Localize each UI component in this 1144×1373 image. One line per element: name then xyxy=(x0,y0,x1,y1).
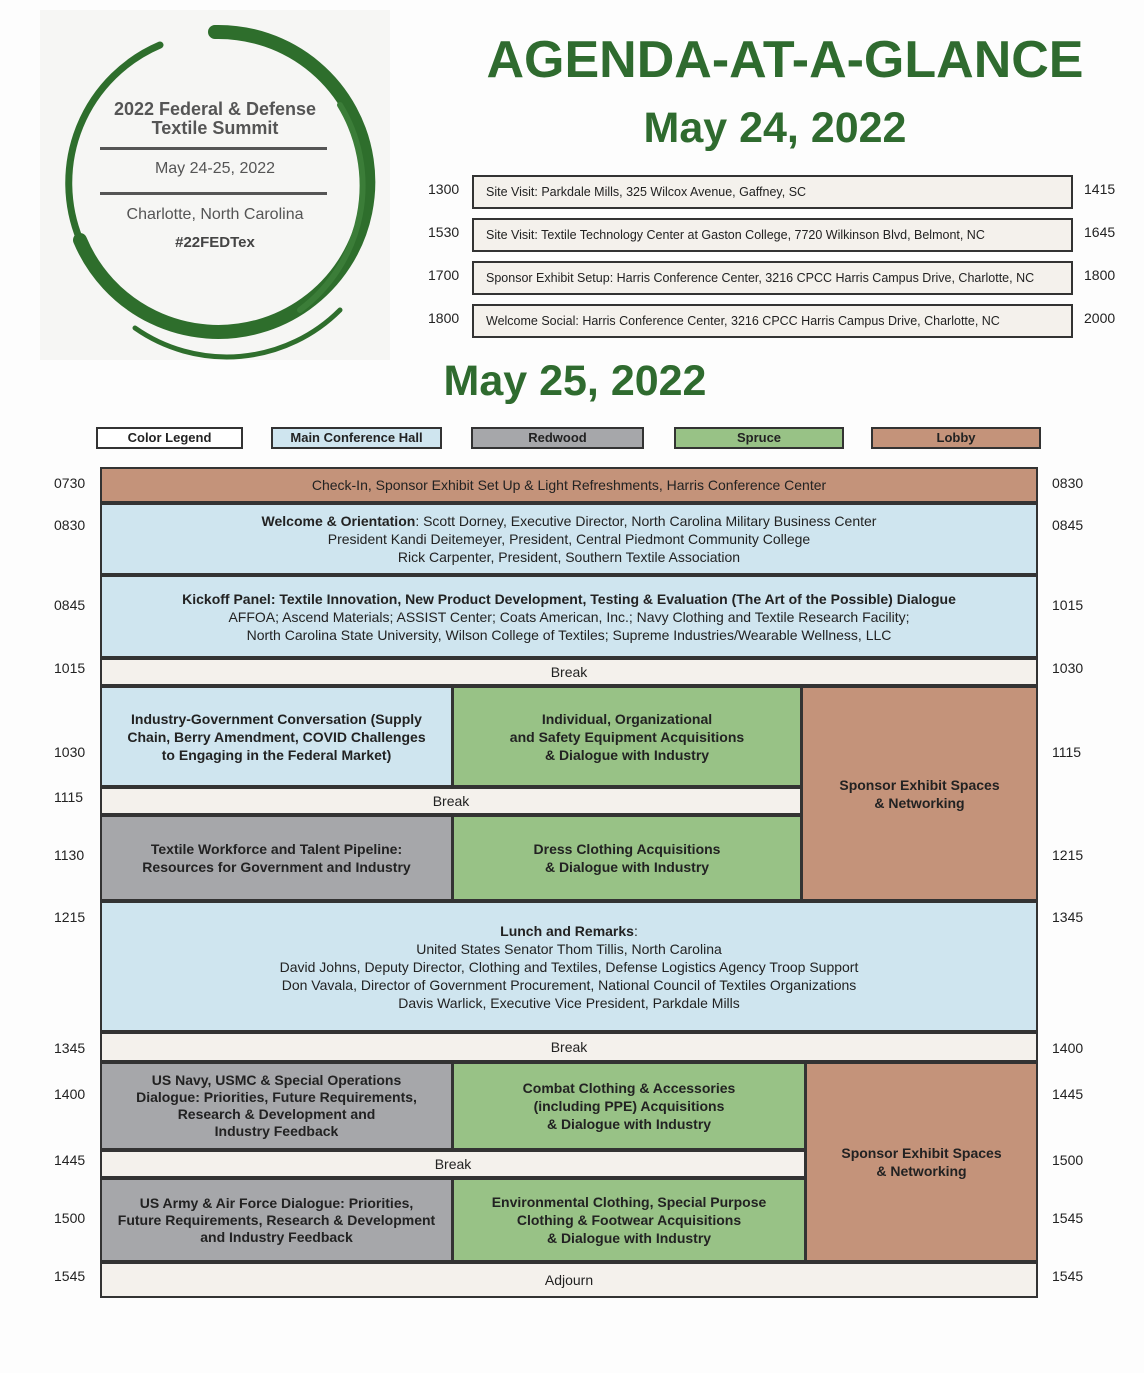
logo-hashtag: #22FEDTex xyxy=(175,234,255,251)
session-line: Dress Clothing Acquisitions xyxy=(533,841,721,857)
break-block xyxy=(100,658,1038,686)
logo-divider xyxy=(100,147,327,150)
kickoff-line3: North Carolina State University, Wilson College of Textiles; Supreme Industries/Wearable Wellness, LLC xyxy=(246,626,892,643)
session-line: and Safety Equipment Acquisitions xyxy=(509,728,745,745)
combat-clothing-block xyxy=(452,1062,806,1150)
day1-event: Site Visit: Textile Technology Center at Gaston College, 7720 Wilkinson Blvd, Belmont, NC xyxy=(472,218,1073,252)
session-line: Sponsor Exhibit Spaces xyxy=(839,776,1000,793)
navy-usmc-block xyxy=(100,1062,453,1150)
session-line: US Navy, USMC & Special Operations xyxy=(151,1072,402,1088)
time-right: 1215 xyxy=(1052,847,1084,863)
army-airforce-block xyxy=(100,1178,453,1262)
time-right: 1345 xyxy=(1052,909,1084,925)
checkin-block xyxy=(100,467,1038,503)
time-left: 1545 xyxy=(54,1268,86,1284)
environmental-clothing-block xyxy=(452,1178,806,1262)
break-label: Break xyxy=(432,793,470,809)
workforce-block xyxy=(100,815,453,901)
session-line: Resources for Government and Industry xyxy=(142,859,411,875)
day1-end-time: 1415 xyxy=(1084,181,1116,197)
time-right: 1015 xyxy=(1052,597,1084,613)
day1-event: Welcome Social: Harris Conference Center, 3216 CPCC Harris Campus Drive, Charlotte, NC xyxy=(472,304,1073,338)
time-right: 1545 xyxy=(1052,1210,1084,1226)
time-left: 1500 xyxy=(54,1210,86,1226)
day1-start-time: 1300 xyxy=(428,181,460,197)
session-line: & Dialogue with Industry xyxy=(544,859,710,875)
break-block xyxy=(100,787,802,815)
lunch-block xyxy=(100,901,1038,1032)
sponsor-exhibit-block-pm xyxy=(805,1062,1038,1262)
session-line: US Army & Air Force Dialogue: Priorities, xyxy=(139,1194,414,1211)
kickoff-title: Kickoff Panel: Textile Innovation, New Product Development, Testing & Evaluation (The Art of the Possible) Dialogue xyxy=(182,590,956,607)
session-line: Sponsor Exhibit Spaces xyxy=(841,1145,1002,1161)
session-line: Environmental Clothing, Special Purpose xyxy=(491,1194,767,1210)
time-right: 1400 xyxy=(1052,1040,1084,1056)
session-line: Individual, Organizational xyxy=(541,710,713,727)
time-left: 1030 xyxy=(54,744,86,760)
session-line: Textile Workforce and Talent Pipeline: xyxy=(150,841,403,857)
swirl-ring-icon xyxy=(40,10,390,360)
checkin-text: Check-In, Sponsor Exhibit Set Up & Light Refreshments, Harris Conference Center xyxy=(311,477,827,493)
logo-location: Charlotte, North Carolina xyxy=(126,206,304,223)
time-left: 1215 xyxy=(54,909,86,925)
welcome-line3: Rick Carpenter, President, Southern Textile Association xyxy=(397,549,741,565)
time-right: 0830 xyxy=(1052,475,1084,491)
summit-logo xyxy=(40,10,390,360)
time-left: 0730 xyxy=(54,475,86,491)
legend-color-legend: Color Legend xyxy=(96,427,243,449)
lunch-line3: David Johns, Deputy Director, Clothing and Textiles, Defense Logistics Agency Troop Support xyxy=(279,958,859,975)
time-right: 0845 xyxy=(1052,517,1084,533)
logo-divider xyxy=(100,192,327,195)
break-label: Break xyxy=(550,664,588,680)
legend-spruce: Spruce xyxy=(674,427,844,449)
session-line: Clothing & Footwear Acquisitions xyxy=(516,1212,742,1228)
legend-lobby: Lobby xyxy=(871,427,1041,449)
time-left: 1345 xyxy=(54,1040,86,1056)
day1-event: Sponsor Exhibit Setup: Harris Conference Center, 3216 CPCC Harris Campus Drive, Charlotte, NC xyxy=(472,261,1073,295)
session-line: Chain, Berry Amendment, COVID Challenges xyxy=(127,728,426,745)
lunch-line2: United States Senator Thom Tillis, North Carolina xyxy=(416,940,722,957)
dress-clothing-block xyxy=(452,815,802,901)
logo-dates: May 24-25, 2022 xyxy=(154,160,276,177)
time-left: 1400 xyxy=(54,1086,86,1102)
time-right: 1445 xyxy=(1052,1086,1084,1102)
session-line: & Dialogue with Industry xyxy=(546,1230,712,1246)
session-line: to Engaging in the Federal Market) xyxy=(161,746,392,763)
lunch-line5: Davis Warlick, Executive Vice President, Parkdale Mills xyxy=(398,994,740,1011)
time-left: 1130 xyxy=(54,847,85,863)
time-left: 1115 xyxy=(54,789,84,805)
session-line: Industry-Government Conversation (Supply xyxy=(131,710,422,727)
time-right: 1545 xyxy=(1052,1268,1084,1284)
day1-date: May 24, 2022 xyxy=(643,104,907,152)
day1-end-time: 2000 xyxy=(1084,310,1116,326)
time-right: 1500 xyxy=(1052,1152,1084,1168)
break-block xyxy=(100,1150,806,1178)
session-line: Dialogue: Priorities, Future Requirements, xyxy=(136,1089,417,1105)
lunch-title: Lunch and Remarks: xyxy=(500,922,638,939)
time-left: 1445 xyxy=(54,1152,86,1168)
day2-date: May 25, 2022 xyxy=(443,357,707,405)
industry-gov-block xyxy=(100,686,453,787)
sponsor-exhibit-block-am xyxy=(801,686,1038,901)
time-right: 1030 xyxy=(1052,660,1084,676)
adjourn-block xyxy=(100,1262,1038,1298)
session-line: & Networking xyxy=(874,794,965,811)
day1-end-time: 1645 xyxy=(1084,224,1116,240)
time-left: 1015 xyxy=(54,660,86,676)
day1-start-time: 1800 xyxy=(428,310,460,326)
session-line: Combat Clothing & Accessories xyxy=(522,1080,736,1096)
kickoff-block xyxy=(100,575,1038,658)
time-left: 0845 xyxy=(54,597,86,613)
day1-start-time: 1700 xyxy=(428,267,460,283)
time-left: 0830 xyxy=(54,517,86,533)
legend-main-hall: Main Conference Hall xyxy=(271,427,442,449)
session-line: & Dialogue with Industry xyxy=(546,1116,712,1132)
break-label: Break xyxy=(550,1039,588,1055)
session-line: (including PPE) Acquisitions xyxy=(533,1098,725,1114)
logo-title: 2022 Federal & Defense Textile Summit xyxy=(113,99,317,138)
legend-redwood: Redwood xyxy=(471,427,644,449)
break-label: Break xyxy=(434,1156,472,1172)
welcome-line1: Welcome & Orientation: Scott Dorney, Executive Director, North Carolina Military Business Center xyxy=(261,513,877,529)
welcome-line2: President Kandi Deitemeyer, President, Central Piedmont Community College xyxy=(327,531,811,547)
day1-start-time: 1530 xyxy=(428,224,460,240)
day1-event: Site Visit: Parkdale Mills, 325 Wilcox Avenue, Gaffney, SC xyxy=(472,175,1073,209)
session-line: and Industry Feedback xyxy=(200,1228,353,1245)
time-right: 1115 xyxy=(1052,744,1082,760)
session-line: Future Requirements, Research & Development xyxy=(117,1211,436,1228)
individual-equipment-block xyxy=(452,686,802,787)
adjourn-label: Adjourn xyxy=(544,1272,594,1288)
session-line: Research & Development and xyxy=(177,1106,376,1122)
lunch-line4: Don Vavala, Director of Government Procurement, National Council of Textiles Organizations xyxy=(281,976,857,993)
break-block xyxy=(100,1032,1038,1062)
page-title: AGENDA-AT-A-GLANCE xyxy=(486,31,1084,89)
day1-end-time: 1800 xyxy=(1084,267,1116,283)
session-line: & Networking xyxy=(876,1163,967,1179)
welcome-block xyxy=(100,503,1038,575)
session-line: & Dialogue with Industry xyxy=(544,746,710,763)
session-line: Industry Feedback xyxy=(214,1123,339,1139)
kickoff-line2: AFFOA; Ascend Materials; ASSIST Center; Coats American, Inc.; Navy Clothing and Textile Research Facility; xyxy=(228,608,910,625)
